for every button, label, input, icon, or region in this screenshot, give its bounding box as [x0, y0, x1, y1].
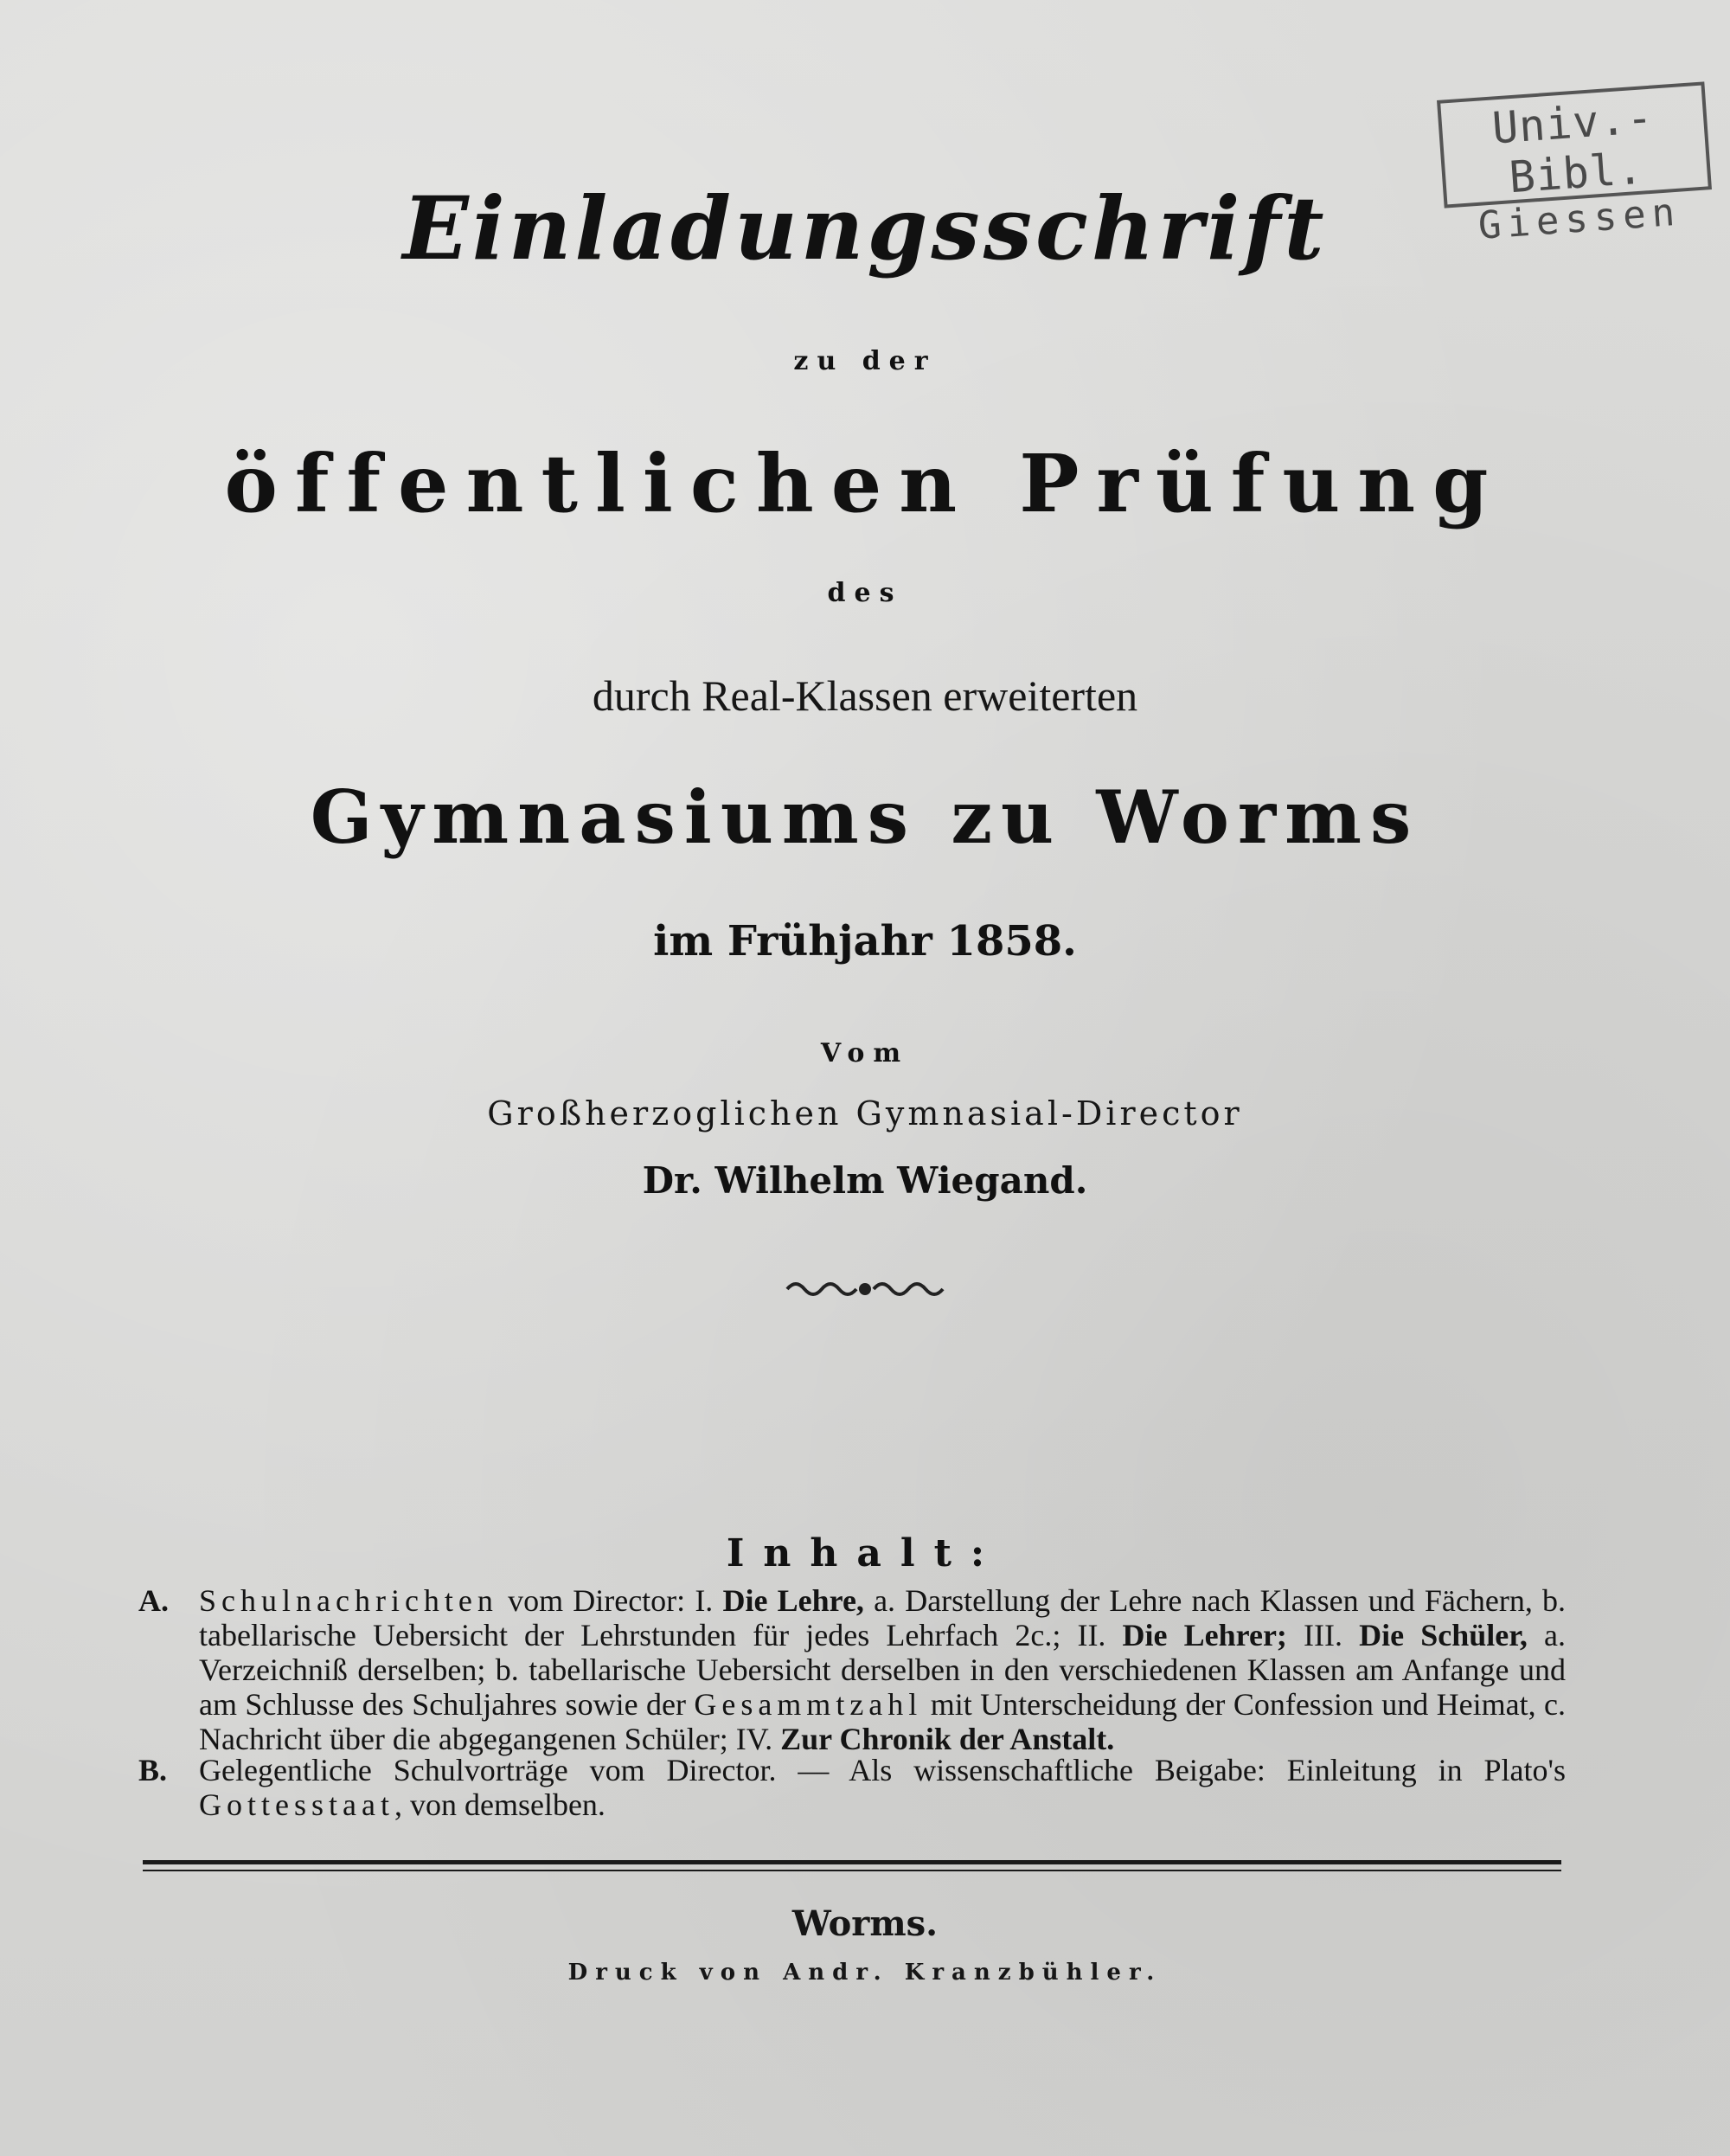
author-position: Großherzoglichen Gymnasial-Director — [487, 1094, 1243, 1133]
title-zu-der: zu der — [793, 346, 937, 376]
entry-b-text: Gelegentliche Schulvorträge vom Director. — Als wissenschaftliche Beigabe: Einleitung in Plato's Gottesstaat, von demselben. — [199, 1753, 1566, 1822]
contents-entry-a — [138, 1583, 1566, 1760]
title-real-klassen: durch Real-Klassen erweiterten — [592, 671, 1138, 720]
stamp-line-2: Giessen — [1477, 189, 1682, 248]
contents-entry-b — [138, 1753, 1566, 1826]
title-date: im Frühjahr 1858. — [653, 917, 1077, 966]
title-gymnasiums-worms: Gymnasiums zu Worms — [310, 774, 1420, 860]
author-name: Dr. Wilhelm Wiegand. — [642, 1159, 1088, 1202]
scroll-ornament-icon — [778, 1276, 952, 1302]
divider-rule-thin — [143, 1870, 1561, 1871]
stamp-line-1: Univ.-Bibl. — [1490, 92, 1656, 203]
entry-a-text: Schulnachrichten vom Director: I. Die Lehre, a. Darstellung der Lehre nach Klassen und Fächern, b. tabellarische Uebersicht der Lehrstunden für jedes Lehrfach 2c.; II. Die Lehrer; III. Die Schüler, a. Verzeichniß derselben; b. tabellarische Uebersicht derselben in den verschiedenen Klassen am Anfange und am Schlusse des Schuljahres sowie der Gesammtzahl mit Unterscheidung der Confession und Heimat, c. Nachricht über die abgegangenen Schüler; IV. Zur Chronik der Anstalt. — [199, 1583, 1567, 1756]
imprint-place: Worms. — [791, 1903, 939, 1944]
entry-b-mark: B. — [138, 1753, 168, 1787]
entry-a-mark: A. — [138, 1583, 169, 1618]
contents-heading: Inhalt: — [726, 1531, 1004, 1575]
imprint-printer: Druck von Andr. Kranzbühler. — [567, 1960, 1163, 1986]
title-einladungsschrift: Einladungsschrift — [402, 177, 1328, 279]
title-des: des — [827, 578, 903, 608]
divider-rule-thick — [143, 1860, 1561, 1864]
title-oeffentlichen-pruefung: öffentlichen Prüfung — [224, 437, 1506, 530]
author-vom: Vom — [820, 1038, 910, 1068]
